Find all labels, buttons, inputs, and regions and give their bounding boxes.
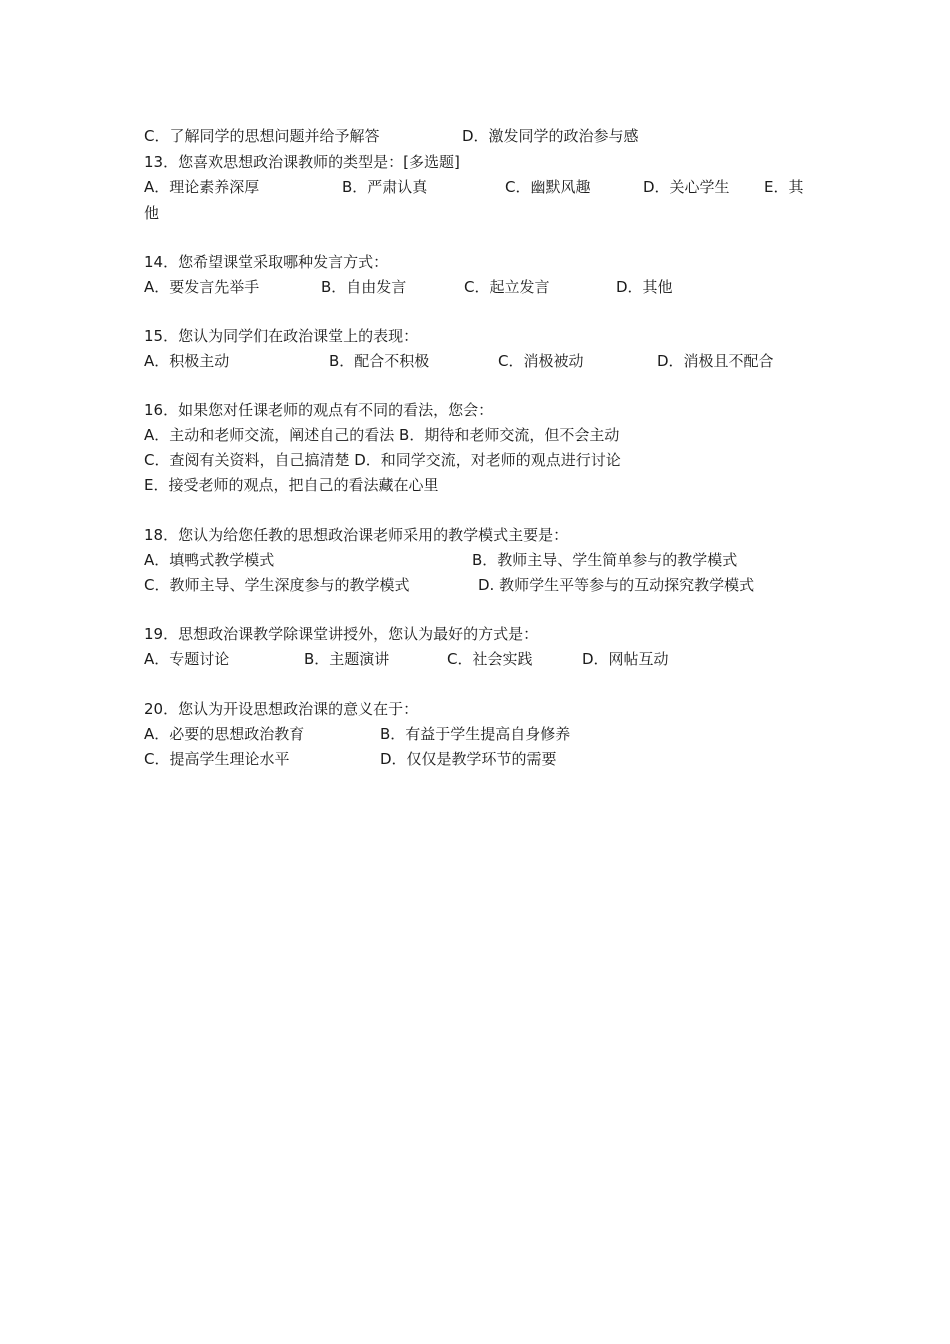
q14-options-row	[0, 276, 950, 298]
q18-option-a: A．填鸭式教学模式	[144, 551, 275, 569]
q16-question: 16．如果您对任课老师的观点有不同的看法，您会：	[144, 401, 494, 419]
q12-option-d: D．激发同学的政治参与感	[462, 127, 639, 145]
q13-option-b: B．严肃认真	[342, 178, 428, 196]
q15-option-a: A．积极主动	[144, 352, 230, 370]
q15-option-c: C．消极被动	[498, 352, 584, 370]
q16-options-line-2: C．查阅有关资料，自己搞清楚 D．和同学交流，对老师的观点进行讨论	[144, 451, 621, 469]
q14-option-d: D．其他	[616, 278, 673, 296]
q14-question: 14．您希望课堂采取哪种发言方式：	[144, 253, 389, 271]
q16-options-line-1: A．主动和老师交流，阐述自己的看法 B．期待和老师交流，但不会主动	[144, 426, 620, 444]
q20-option-d: D．仅仅是教学环节的需要	[380, 750, 557, 768]
q19-question: 19．思想政治课教学除课堂讲授外，您认为最好的方式是：	[144, 625, 539, 643]
q20-option-b: B．有益于学生提高自身修养	[380, 725, 571, 743]
q14-option-c: C．起立发言	[464, 278, 550, 296]
q12-option-c: C．了解同学的思想问题并给予解答	[144, 127, 380, 145]
q15-option-d: D．消极且不配合	[657, 352, 774, 370]
q16-options-line-3: E．接受老师的观点，把自己的看法藏在心里	[144, 476, 439, 494]
q19-option-d: D．网帖互动	[582, 650, 669, 668]
q14-option-b: B．自由发言	[321, 278, 407, 296]
q13-option-e-continued: 他	[144, 204, 160, 222]
q19-option-b: B．主题演讲	[304, 650, 390, 668]
q14-option-a: A．要发言先举手	[144, 278, 260, 296]
q13-options-row	[0, 176, 950, 198]
q13-option-d: D．关心学生	[643, 178, 730, 196]
q15-question: 15．您认为同学们在政治课堂上的表现：	[144, 327, 419, 345]
q20-option-c: C．提高学生理论水平	[144, 750, 290, 768]
q18-option-c: C．教师主导、学生深度参与的教学模式	[144, 576, 410, 594]
q18-option-d: D. 教师学生平等参与的互动探究教学模式	[478, 576, 755, 594]
q19-option-a: A．专题讨论	[144, 650, 230, 668]
q18-question: 18．您认为给您任教的思想政治课老师采用的教学模式主要是：	[144, 526, 569, 544]
q20-question: 20．您认为开设思想政治课的意义在于：	[144, 700, 419, 718]
q18-option-b: B．教师主导、学生简单参与的教学模式	[472, 551, 738, 569]
q13-option-e: E．其	[764, 178, 804, 196]
q20-options-row-2	[0, 748, 950, 770]
q18-options-row-1	[0, 549, 950, 571]
q13-option-c: C．幽默风趣	[505, 178, 591, 196]
q15-option-b: B．配合不积极	[329, 352, 430, 370]
q12-options-row	[0, 125, 950, 147]
q13-question: 13．您喜欢思想政治课教师的类型是：[多选题]	[144, 153, 460, 171]
q20-option-a: A．必要的思想政治教育	[144, 725, 305, 743]
q18-options-row-2	[0, 574, 950, 596]
q20-options-row-1	[0, 723, 950, 745]
q15-options-row	[0, 350, 950, 372]
q19-option-c: C．社会实践	[447, 650, 533, 668]
q13-option-a: A．理论素养深厚	[144, 178, 260, 196]
q19-options-row	[0, 648, 950, 670]
